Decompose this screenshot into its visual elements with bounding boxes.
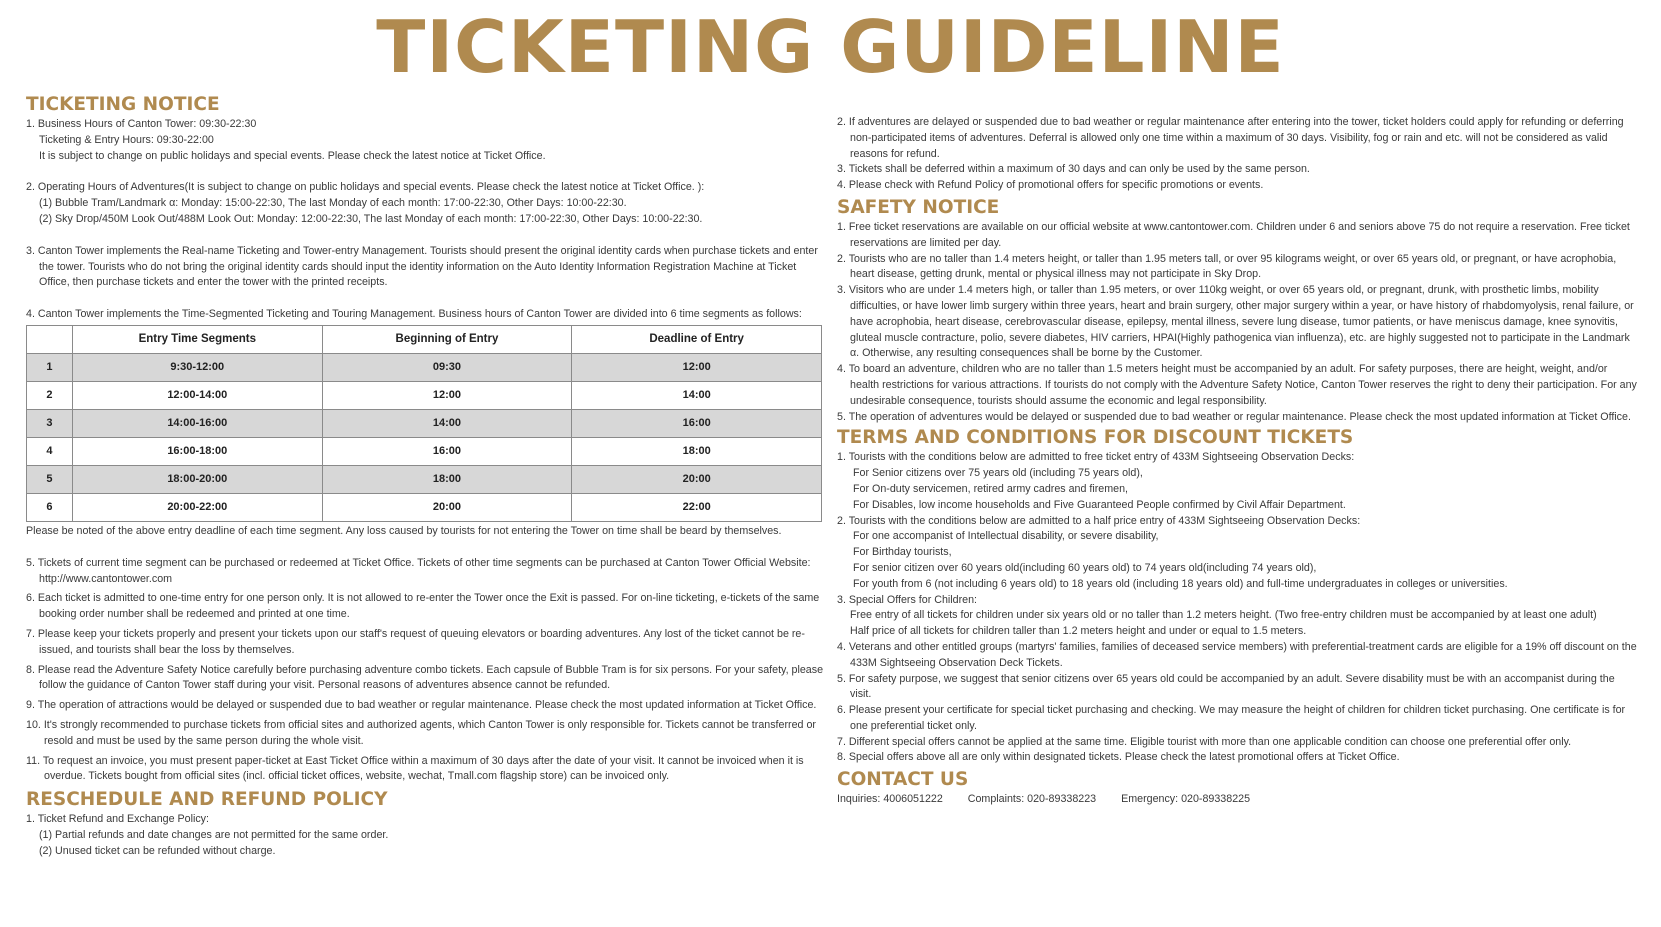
- discount-item-3: 3. Special Offers for Children:: [837, 593, 977, 606]
- table-cell: 16:00: [322, 437, 572, 465]
- ticketing-item-11: 11. To request an invoice, you must present paper-ticket at East Ticket Office within a maximum of 30 days after the date of your visit. It cannot be invoiced when it is overdue. Tickets bought from official sites (incl. official ticket offices, website, wechat, Tmall.com flagship store) can be invoiced only.: [26, 754, 804, 783]
- table-row: [27, 409, 822, 437]
- discount-sub: For Senior citizens over 75 years old (including 75 years old),: [853, 467, 1143, 480]
- refund-sub-2: (2) Unused ticket can be refunded without charge.: [39, 844, 276, 857]
- table-header: [27, 325, 73, 353]
- table-cell: 9:30-12:00: [72, 353, 322, 381]
- ticketing-item-9: 9. The operation of attractions would be delayed or suspended due to bad weather or regular maintenance. Please check the most updated information at Ticket Office.: [26, 699, 817, 712]
- table-cell: 2: [27, 381, 73, 409]
- inquiries-phone: Inquiries: 4006051222: [837, 793, 943, 806]
- table-cell: 1: [27, 353, 73, 381]
- discount-item-4: 4. Veterans and other entitled groups (martyrs' families, families of deceased service members) with preferential-treatment cards are eligible for a 19% off discount on the 433M Sightseeing Observation Deck Tickets.: [837, 640, 1637, 669]
- table-cell: 12:00-14:00: [72, 381, 322, 409]
- ticketing-item-5: 5. Tickets of current time segment can be purchased or redeemed at Ticket Office. Tickets of other time segments can be purchased at Canton Tower Official Website: http://www.cantontower.com: [26, 556, 811, 585]
- refund-sub-1: (1) Partial refunds and date changes are not permitted for the same order.: [39, 828, 389, 841]
- table-cell: 20:00-22:00: [72, 493, 322, 521]
- discount-item-8: 8. Special offers above all are only within designated tickets. Please check the latest promotional offers at Ticket Office.: [837, 751, 1400, 764]
- sky-drop-hours: (2) Sky Drop/450M Look Out/488M Look Out: Monday: 12:00-22:30, The last Monday of each month: 17:00-22:30, Other Days: 10:00-22:30.: [39, 212, 703, 225]
- discount-sub: For Birthday tourists,: [853, 546, 952, 559]
- table-row: [27, 437, 822, 465]
- table-row: [27, 381, 822, 409]
- safety-item-4: 4. To board an adventure, children who are no taller than 1.5 meters height must be accompanied by an adult. For safety purposes, there are height, weight, and/or health restrictions for various attractions. If tourists do not comply with the Adventure Safety Notice, Canton Tower reserves the right to deny their participation. For any undesirable consequence, tourists should assume the economic and legal responsibility.: [837, 363, 1637, 407]
- ticketing-item-3: 3. Canton Tower implements the Real-name Ticketing and Tower-entry Management. Tourists should present the original identity cards when purchase tickets and enter the tower. Tourists who do not bring the original identity cards should input the identity information on the Auto Identity Information Registration Machine at Ticket Office, then purchase tickets and enter the tower with the printed receipts.: [26, 244, 818, 289]
- table-cell: 14:00-16:00: [72, 409, 322, 437]
- time-segment-table: [26, 325, 822, 522]
- contact-heading: CONTACT US: [837, 769, 969, 791]
- table-cell: 4: [27, 437, 73, 465]
- discount-terms-heading: TERMS AND CONDITIONS FOR DISCOUNT TICKETS: [837, 427, 1354, 449]
- table-note: Please be noted of the above entry deadline of each time segment. Any loss caused by tourists for not entering the Tower on time shall be beard by themselves.: [26, 524, 782, 537]
- table-cell: 12:00: [322, 381, 572, 409]
- contact-info: [837, 792, 1637, 808]
- refund-item-2: 2. If adventures are delayed or suspended due to bad weather or regular maintenance after entering into the tower, ticket holders could apply for refunding or deferring non-participated items of adventures. Deferral is allowed only one time within a maximum of 30 days. Visibility, fog or rain and etc. will not be considered as valid reasons for refund.: [837, 116, 1624, 160]
- table-cell: 16:00-18:00: [72, 437, 322, 465]
- table-cell: 18:00: [572, 437, 822, 465]
- ticketing-item-8: 8. Please read the Adventure Safety Notice carefully before purchasing adventure combo tickets. Each capsule of Bubble Tram is for six persons. For your safety, please follow the guidance of Canton Tower staff during your visit. Personal reasons of adventures absence cannot be refunded.: [26, 663, 824, 692]
- table-cell: 14:00: [572, 381, 822, 409]
- table-header: Entry Time Segments: [72, 325, 322, 353]
- left-column: [26, 94, 826, 860]
- table-cell: 3: [27, 409, 73, 437]
- discount-item-7: 7. Different special offers cannot be applied at the same time. Eligible tourist with more than one applicable condition can choose one preferential offer only.: [837, 735, 1572, 748]
- discount-sub: For Disables, low income households and Five Guaranteed People confirmed by Civil Affair Department.: [853, 498, 1346, 511]
- ticketing-item-4: 4. Canton Tower implements the Time-Segmented Ticketing and Touring Management. Business hours of Canton Tower are divided into 6 time segments as follows:: [26, 308, 802, 321]
- discount-item-5: 5. For safety purpose, we suggest that senior citizens over 65 years old could be accompanied by an adult. Severe disability must be with an accompanist during the visit.: [837, 672, 1615, 701]
- refund-item-1: 1. Ticket Refund and Exchange Policy:: [26, 813, 209, 826]
- discount-item-6: 6. Please present your certificate for special ticket purchasing and checking. We may measure the height of children for children ticket purchasing. One certificate is for one preferential ticket only.: [837, 704, 1626, 732]
- table-header: Deadline of Entry: [572, 325, 822, 353]
- entry-hours: Ticketing & Entry Hours: 09:30-22:00: [39, 133, 214, 146]
- discount-item-1: 1. Tourists with the conditions below are admitted to free ticket entry of 433M Sightseeing Observation Decks:: [837, 451, 1355, 464]
- table-row: [27, 465, 822, 493]
- table-cell: 5: [27, 465, 73, 493]
- safety-item-3: 3. Visitors who are under 1.4 meters high, or taller than 1.95 meters, or over 110kg weight, or over 65 years old, or pregnant, drunk, with prosthetic limbs, mobility difficulties, or have lower limb surgery within three years, heart and brain surgery, other major surgery within a year, or have history of rhabdomyolysis, renal failure, or have acrophobia, heart disease, cerebrovascular disease, epilepsy, mental illness, severe lung disease, tumor patients, or have meniscus damage, knee synovitis, gluteal muscle contracture, polio, severe diabetes, HIV carriers, HPAI(Highly pathogenica vian influenza), etc. are highly suggested not to participate in the Landmark α. Otherwise, any resulting consequences shall be borne by the Customer.: [837, 284, 1634, 360]
- table-header: Beginning of Entry: [322, 325, 572, 353]
- discount-sub: Half price of all tickets for children taller than 1.2 meters height and under or equal to 1.5 meters.: [850, 625, 1307, 638]
- safety-item-2: 2. Tourists who are no taller than 1.4 meters height, or taller than 1.95 meters tall, or over 95 kilograms weight, or over 65 years old, or pregnant, or have acrophobia, heart disease, getting drunk, mental or physical illness may not participate in Sky Drop.: [837, 252, 1617, 281]
- table-cell: 14:00: [322, 409, 572, 437]
- hours-change-note: It is subject to change on public holidays and special events. Please check the latest notice at Ticket Office.: [39, 149, 546, 162]
- ticketing-item-2: [26, 180, 826, 227]
- bubble-tram-hours: (1) Bubble Tram/Landmark α: Monday: 15:00-22:30, The last Monday of each month: 17:00-22:30, Other Days: 10:00-22:30.: [39, 197, 627, 210]
- table-cell: 22:00: [572, 493, 822, 521]
- adventure-hours: 2. Operating Hours of Adventures(It is subject to change on public holidays and special events. Please check the latest notice at Ticket Office. ):: [26, 181, 705, 194]
- discount-sub: For senior citizen over 60 years old(including 60 years old) to 74 years old(including 74 years old),: [853, 561, 1317, 574]
- ticketing-item-7: 7. Please keep your tickets properly and present your tickets upon our staff's request of queuing elevators or boarding adventures. Any lost of the ticket cannot be re-issued, and tourists shall bear the loss by themselves.: [26, 627, 805, 656]
- refund-item-4: 4. Please check with Refund Policy of promotional offers for specific promotions or events.: [837, 179, 1264, 192]
- table-cell: 12:00: [572, 353, 822, 381]
- page-title: TICKETING GUIDELINE: [376, 5, 1285, 89]
- ticketing-notice-heading: TICKETING NOTICE: [26, 94, 220, 115]
- ticketing-item-10: 10. It's strongly recommended to purchase tickets from official sites and authorized agents, which Canton Tower is only responsible for. Tickets cannot be transferred or resold and must be used by the same person during the whole visit.: [26, 718, 816, 747]
- complaints-phone: Complaints: 020-89338223: [967, 793, 1097, 806]
- ticketing-item-1: [26, 117, 826, 164]
- safety-notice-heading: SAFETY NOTICE: [837, 196, 1000, 218]
- refund-item-3: 3. Tickets shall be deferred within a maximum of 30 days and can only be used by the same person.: [837, 163, 1310, 176]
- discount-sub: Free entry of all tickets for children under six years old or no taller than 1.2 meters height. (Two free-entry children must be accompanied by at least one adult): [850, 609, 1597, 622]
- safety-item-1: 1. Free ticket reservations are available on our official website at www.cantontower.com. Children under 6 and seniors above 75 do not require a reservation. Free ticket reservations are limited per day.: [837, 220, 1630, 249]
- table-cell: 09:30: [322, 353, 572, 381]
- right-column: [837, 115, 1637, 808]
- table-cell: 18:00: [322, 465, 572, 493]
- discount-sub: For one accompanist of Intellectual disability, or severe disability,: [853, 530, 1159, 543]
- table-row: [27, 353, 822, 381]
- table-header-row: [27, 325, 822, 353]
- discount-sub: For On-duty servicemen, retired army cadres and firemen,: [853, 482, 1129, 495]
- discount-sub: For youth from 6 (not including 6 years old) to 18 years old (including 18 years old) and full-time undergraduates in colleges or universities.: [853, 577, 1508, 590]
- table-cell: 16:00: [572, 409, 822, 437]
- emergency-phone: Emergency: 020-89338225: [1121, 793, 1251, 806]
- discount-item-2: 2. Tourists with the conditions below are admitted to a half price entry of 433M Sightseeing Observation Decks:: [837, 514, 1361, 527]
- business-hours: 1. Business Hours of Canton Tower: 09:30-22:30: [26, 118, 257, 130]
- safety-item-5: 5. The operation of adventures would be delayed or suspended due to bad weather or regular maintenance. Please check the most updated information at Ticket Office.: [837, 410, 1631, 423]
- table-cell: 6: [27, 493, 73, 521]
- table-row: [27, 493, 822, 521]
- refund-policy-heading: RESCHEDULE AND REFUND POLICY: [26, 789, 388, 811]
- table-cell: 18:00-20:00: [72, 465, 322, 493]
- table-cell: 20:00: [572, 465, 822, 493]
- table-cell: 20:00: [322, 493, 572, 521]
- ticketing-item-6: 6. Each ticket is admitted to one-time entry for one person only. It is not allowed to re-enter the Tower once the Exit is passed. For on-line ticketing, e-tickets of the same booking order number shall be redeemed and printed at one time.: [26, 592, 820, 621]
